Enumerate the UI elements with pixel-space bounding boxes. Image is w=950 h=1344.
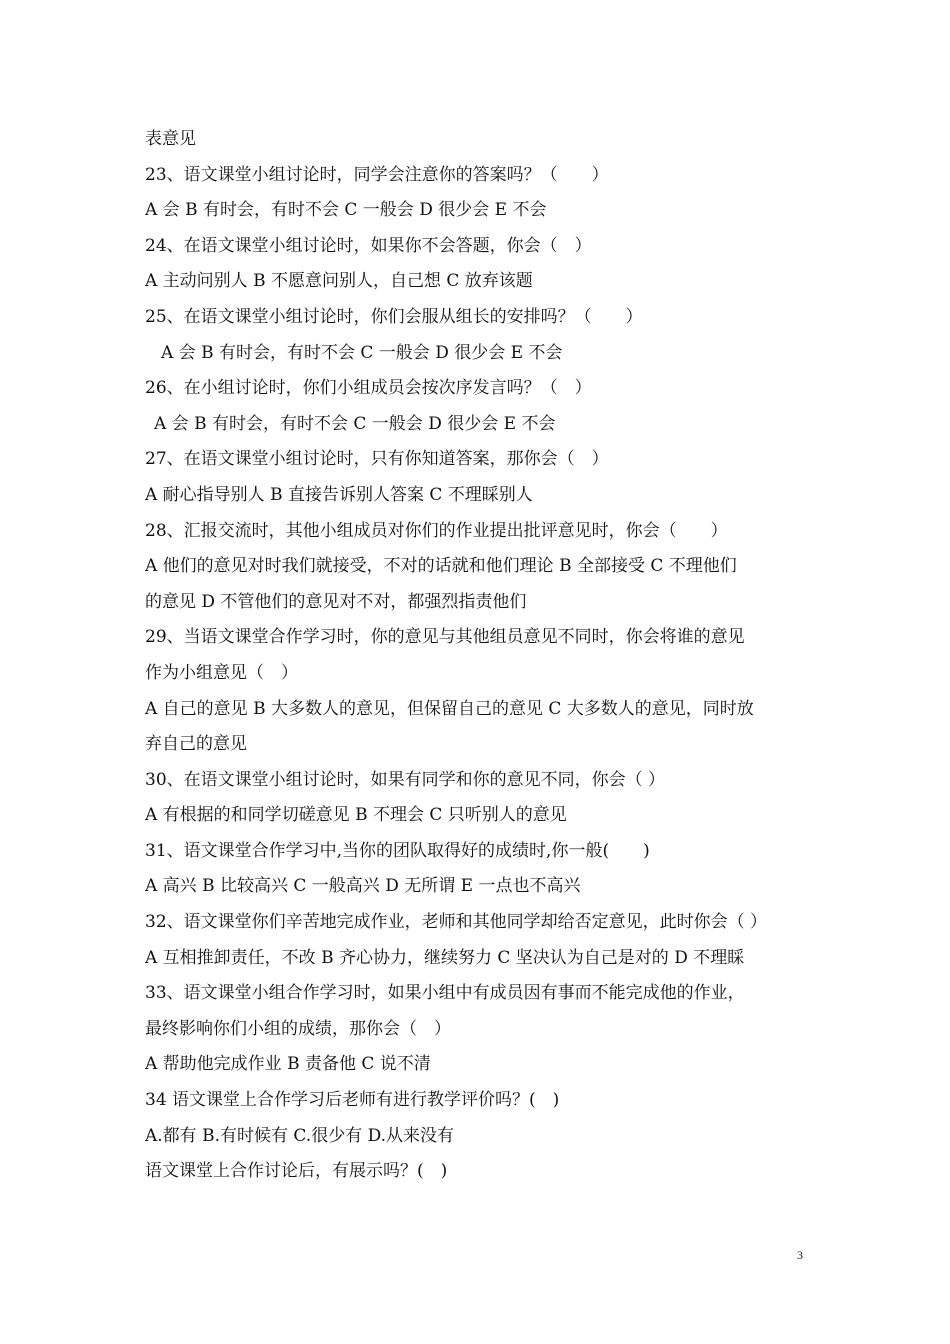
question-27: 27、在语文课堂小组讨论时，只有你知道答案，那你会（ ） (145, 449, 609, 470)
text-line: 表意见 (145, 129, 196, 149)
question-25: 25、在语文课堂小组讨论时，你们会服从组长的安排吗？（ ） (145, 306, 643, 327)
options-23: A 会 B 有时会，有时不会 C 一般会 D 很少会 E 不会 (145, 200, 547, 221)
question-26: 26、在小组讨论时，你们小组成员会按次序发言吗？（ ） (145, 378, 592, 399)
options-28-cont: 的意见 D 不管他们的意见对不对，都强烈指责他们 (145, 591, 527, 612)
question-29: 29、当语文课堂合作学习时，你的意见与其他组员意见不同时，你会将谁的意见 (145, 627, 745, 648)
question-31: 31、语文课堂合作学习中,当你的团队取得好的成绩时,你一般( ) (145, 840, 650, 861)
options-29-cont: 弃自己的意见 (145, 734, 247, 755)
question-34: 34 语文课堂上合作学习后老师有进行教学评价吗？( ) (145, 1090, 560, 1111)
options-31: A 高兴 B 比较高兴 C 一般高兴 D 无所谓 E 一点也不高兴 (145, 876, 581, 897)
question-23: 23、语文课堂小组讨论时，同学会注意你的答案吗？（ ） (145, 164, 609, 185)
options-30: A 有根据的和同学切磋意见 B 不理会 C 只听别人的意见 (145, 805, 567, 826)
options-28: A 他们的意见对时我们就接受，不对的话就和他们理论 B 全部接受 C 不理他们 (145, 556, 737, 577)
options-29: A 自己的意见 B 大多数人的意见，但保留自己的意见 C 大多数人的意见，同时放 (145, 698, 754, 719)
question-32: 32、语文课堂你们辛苦地完成作业，老师和其他同学却给否定意见，此时你会（ ） (145, 912, 768, 933)
options-32: A 互相推卸责任，不改 B 齐心协力，继续努力 C 坚决认为自己是对的 D 不理睬 (145, 947, 745, 968)
options-34: A.都有 B.有时候有 C.很少有 D.从来没有 (145, 1125, 455, 1146)
question-29-cont: 作为小组意见（ ） (145, 662, 298, 683)
question-24: 24、在语文课堂小组讨论时，如果你不会答题，你会（ ） (145, 235, 592, 256)
options-33: A 帮助他完成作业 B 责备他 C 说不清 (145, 1054, 431, 1075)
question-28: 28、汇报交流时，其他小组成员对你们的作业提出批评意见时，你会（ ） (145, 520, 728, 541)
page-number: 3 (797, 1248, 803, 1262)
options-24: A 主动问别人 B 不愿意问别人，自己想 C 放弃该题 (145, 271, 533, 292)
questionnaire-body (145, 122, 817, 1190)
question-30: 30、在语文课堂小组讨论时，如果有同学和你的意见不同，你会（ ） (145, 769, 666, 790)
options-27: A 耐心指导别人 B 直接告诉别人答案 C 不理睬别人 (145, 484, 533, 505)
options-25: A 会 B 有时会，有时不会 C 一般会 D 很少会 E 不会 (161, 342, 563, 363)
question-33-cont: 最终影响你们小组的成绩，那你会（ ） (145, 1018, 451, 1039)
question-35: 语文课堂上合作讨论后，有展示吗？( ) (145, 1161, 448, 1182)
question-33: 33、语文课堂小组合作学习时，如果小组中有成员因有事而不能完成他的作业， (145, 983, 745, 1004)
options-26: A 会 B 有时会，有时不会 C 一般会 D 很少会 E 不会 (154, 413, 556, 434)
